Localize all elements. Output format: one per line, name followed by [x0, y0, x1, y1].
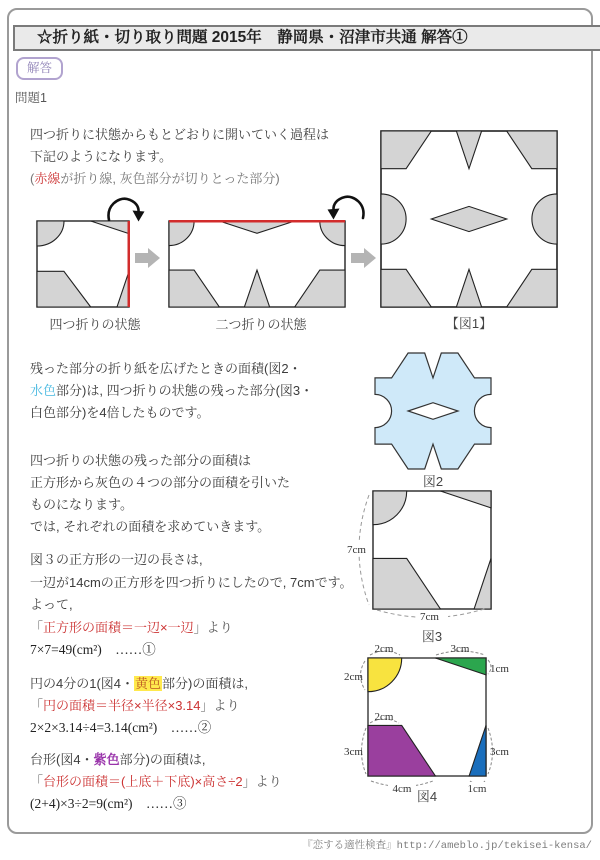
para6-calculation: (2+4)×3÷2=9(cm²) ……③: [30, 796, 187, 811]
para4-line-3: よって,: [30, 597, 73, 612]
fig2-shape: [375, 353, 491, 469]
figure3-quarter-with-dims: [336, 486, 504, 636]
quarter-fold-figure: [36, 220, 130, 308]
problem-label: 問題1: [15, 91, 47, 105]
block-arrow-shape: [351, 248, 376, 268]
purple-word: 紫色: [93, 752, 120, 767]
fold-direction-arrow-ccw-icon: [326, 192, 368, 222]
fig4-dim-purple-left: 3cm: [344, 746, 363, 758]
fig4-dim-yellow-left: 2cm: [344, 671, 363, 683]
fig4-dim-green-top: 3cm: [450, 643, 470, 655]
block-arrow-shape: [135, 248, 160, 268]
para4-formula-quote: [30, 620, 233, 635]
quarter-fold-caption: 四つ折りの状態: [49, 317, 141, 332]
trapezoid-area-formula: 台形の面積＝(上底＋下底)×高さ÷2: [43, 774, 243, 789]
para5-line-1: [30, 676, 248, 691]
figure1-caption: 【図1】: [445, 316, 493, 331]
para4-calculation: 7×7=49(cm²) ……①: [30, 642, 156, 657]
arrow-arc: [333, 197, 363, 218]
para5-rest: 部分)の面積は,: [162, 676, 248, 691]
para2-line-1: 残った部分の折り紙を広げたときの面積(図2・: [30, 361, 302, 376]
footer-credit: 『恋する適性検査』http://ameblo.jp/tekisei-kensa/: [302, 840, 592, 852]
arrow-arc: [109, 199, 139, 220]
intro-line-3-rest: が折り線, 灰色部分が切りとった部分): [60, 171, 280, 186]
bracket-close: 」より: [193, 620, 233, 635]
figure4-colored-regions: [336, 642, 520, 796]
para6-formula-quote: [30, 774, 282, 789]
para4-line-1: 図３の正方形の一辺の長さは,: [30, 552, 203, 567]
para2-line-2: [30, 383, 313, 398]
next-step-arrow-icon: [351, 247, 377, 269]
fig3-left-dim-label: 7cm: [347, 544, 366, 556]
fig4-dim-yellow-top: 2cm: [374, 643, 394, 655]
para6-line-1: [30, 752, 206, 767]
square-area-formula: 正方形の面積＝一辺×一辺: [43, 620, 194, 635]
cyan-word: 水色: [30, 383, 57, 398]
figure2-caption: 図2: [422, 474, 444, 489]
bracket-close: 」より: [200, 698, 240, 713]
fig4-dim-purple-bottom: 4cm: [392, 783, 412, 795]
intro-line-1: 四つ折りに状態からもとどおりに開いていく過程は: [30, 127, 330, 142]
para6-pre: 台形(図4・: [30, 752, 94, 767]
arrow-head: [328, 209, 340, 220]
page-title: ☆折り紙・切り取り問題 2015年 静岡県・沼津市共通 解答①: [13, 25, 600, 51]
figure3-caption: 図3: [421, 629, 443, 644]
intro-line-2: 下記のようになります。: [30, 149, 172, 164]
para3-line-3: ものになります。: [30, 497, 133, 512]
yellow-word: 黄色: [135, 676, 162, 691]
para6-rest: 部分)の面積は,: [119, 752, 206, 767]
fig4-dim-blue-right: 3cm: [490, 746, 509, 758]
fig3-bottom-dim-label: 7cm: [420, 611, 439, 623]
next-step-arrow-icon: [135, 247, 161, 269]
para5-pre: 円の4分の1(図4・: [30, 676, 135, 691]
para5-calculation: 2×2×3.14÷4=3.14(cm²) ……②: [30, 720, 212, 735]
half-fold-figure: [168, 220, 346, 308]
bracket-close: 」より: [242, 774, 282, 789]
arrow-head: [133, 211, 145, 222]
paren-open: (: [30, 171, 35, 186]
half-fold-caption: 二つ折りの状態: [215, 317, 307, 332]
bracket-open: 「: [30, 698, 44, 713]
para3-line-2: 正方形から灰色の４つの部分の面積を引いた: [30, 475, 291, 490]
intro-line-3: [30, 171, 280, 186]
para2-line-2-rest: 部分)は, 四つ折りの状態の残った部分(図3・: [56, 383, 314, 398]
figure4-caption: 図4: [416, 789, 438, 804]
red-line-word: 赤線: [34, 171, 61, 186]
fig4-dim-green-right: 1cm: [490, 663, 509, 675]
circle-area-formula: 円の面積＝半径×半径×3.14: [43, 698, 201, 713]
para3-line-1: 四つ折りの状態の残った部分の面積は: [30, 453, 252, 468]
fig4-dim-blue-bottom: 1cm: [467, 783, 487, 795]
figure2-remaining-paper: [374, 352, 492, 470]
bracket-open: 「: [30, 620, 44, 635]
para3-line-4: では, それぞれの面積を求めていきます。: [30, 519, 271, 534]
para4-line-2: 一辺が14cmの正方形を四つ折りにしたので, 7cmです。: [30, 575, 353, 590]
fig4-dim-purple-top: 2cm: [374, 711, 394, 723]
bracket-open: 「: [30, 774, 44, 789]
para5-formula-quote: [30, 698, 240, 713]
para2-line-3: 白色部分)を4倍したものです。: [30, 405, 210, 420]
answer-badge: 解答: [16, 57, 63, 80]
fold-direction-arrow-cw-icon: [104, 194, 146, 224]
figure1-opened-sheet: [380, 130, 558, 308]
